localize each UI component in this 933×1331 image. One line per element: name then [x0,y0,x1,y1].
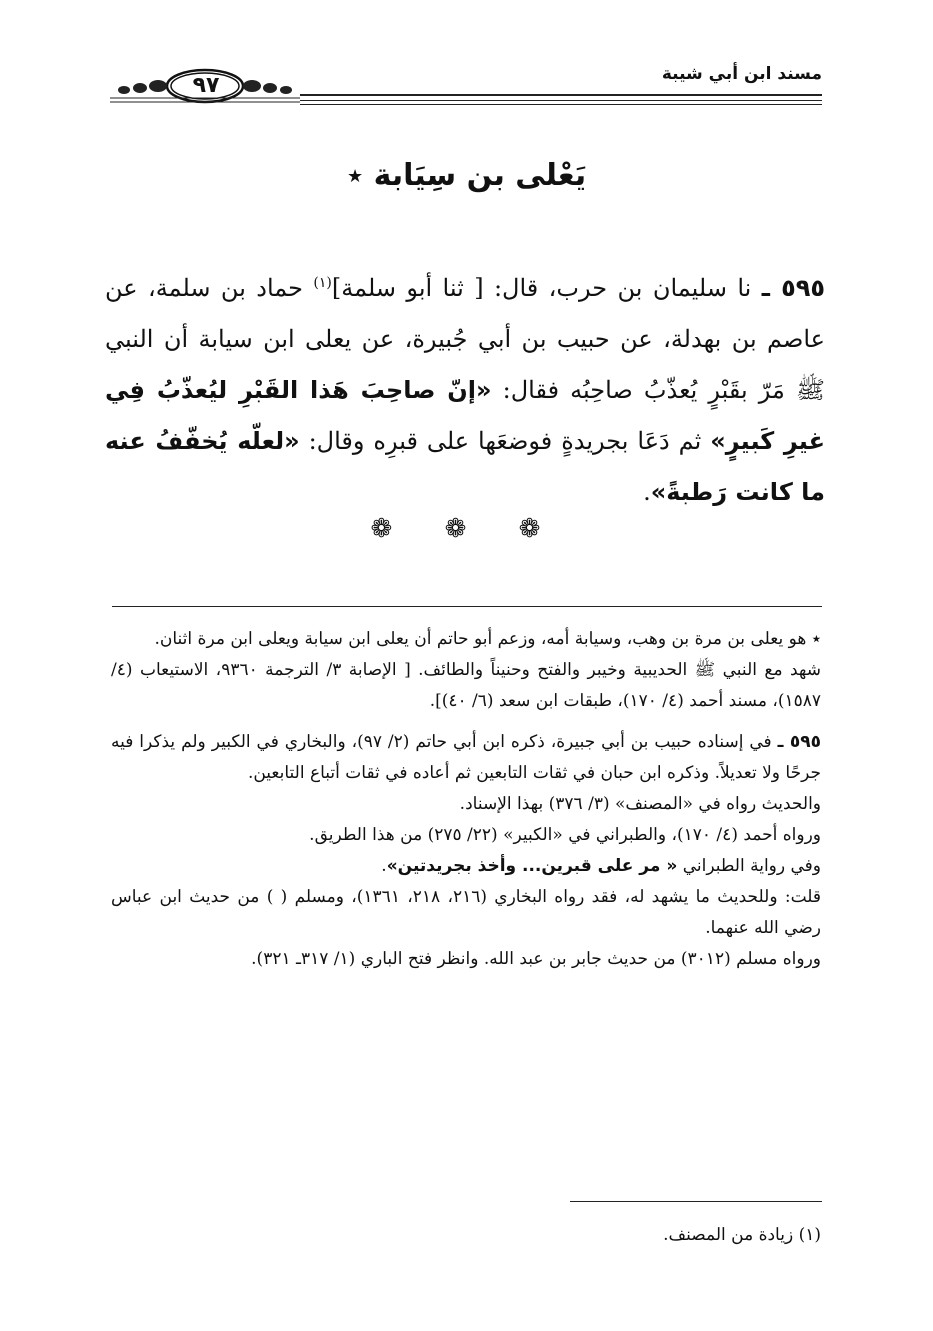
hadith-end: . [643,478,651,506]
note-text: . [381,856,387,876]
header-rule [300,94,822,96]
note-paragraph: شهد مع النبي ﷺ الحديبية وخيبر والفتح وحنيناً والطائف. [ الإصابة ٣/ الترجمة ٩٣٦٠، الاستيعاب (٤/ ١٥٨٧)، مسند أحمد (٤/ ١٧٠)، طبقات ابن سعد (٦/ ٤٠)]. [111,660,821,711]
note-paragraph: ٭ هو يعلى بن مرة بن وهب، وسيابة أمه، وزعم أبو حاتم أن يعلى ابن سيابة ويعلى ابن مرة اثنان. [154,629,821,649]
page-header [110,56,822,116]
hadith-quote: «إنّ صاحِبَ هَذا القَبْرِ ليُعذّبُ فِي غيرِ كَبيرٍ» [105,376,825,455]
footnote: (١) زيادة من المصنف. [663,1225,821,1245]
notes-separator [112,606,822,607]
entry-title: يَعْلى بن سِيَابة ٭ [346,158,587,193]
note-paragraph: قلت: وللحديث ما يشهد له، فقد رواه البخاري (٢١٦، ٢١٨، ١٣٦١)، ومسلم ( ) من حديث ابن عباس رضي الله عنهما. [111,887,822,938]
section-divider-stars: ❁ ❁ ❁ [370,514,563,544]
hadith-isnad-rest: حماد بن سلمة، عن عاصم بن بهدلة، عن حبيب بن أبي جُبيرة، عن يعلى ابن سيابة أن النبي ﷺ مَرّ بقَبْرٍ يُعذّبُ صاحِبُه فقال: [105,274,825,404]
hadith-number: ٥٩٥ ـ [761,274,826,302]
hadith-quote: «لعلّه يُخفّفُ عنه ما كانت رَطبةً» [105,427,825,506]
note-quote: « مر على قبرين... وأخذ بجريدتين» [386,856,678,876]
header-rule [300,100,822,101]
note-paragraph [111,851,821,882]
note-paragraph [111,727,821,789]
footnote-separator [570,1201,822,1202]
header-rule [300,104,822,105]
hadith-narration: ثم دَعَا بجريدةٍ فوضعَها على قبرِه وقال: [299,427,711,455]
hadith-isnad: نا سليمان بن حرب، قال: [ ثنا أبو سلمة] [331,274,752,302]
page-number: ٩٧ [192,73,220,98]
commentary-notes [111,624,821,975]
note-text: في إسناده حبيب بن أبي جبيرة، ذكره ابن أبي حاتم (٢/ ٩٧)، والبخاري في الكبير ولم يذكرا فيه جرحًا ولا تعديلاً. وذكره ابن حبان في ثقات التابعين ثم أعاده في ثقات أتباع التابعين. [111,732,821,783]
note-hadith-number: ٥٩٥ ـ [777,732,821,752]
note-paragraph: ورواه مسلم (٣٠١٢) من حديث جابر بن عبد الله. وانظر فتح الباري (١/ ٣١٧ـ ٣٢١). [251,949,821,969]
note-text: وفي رواية الطبراني [677,856,821,876]
hadith-text [105,258,825,518]
note-paragraph: والحديث رواه في «المصنف» (٣/ ٣٧٦) بهذا الإسناد. [459,794,821,814]
book-title: مسند ابن أبي شيبة [661,64,822,84]
footnote-marker: (١) [313,275,332,291]
note-paragraph: ورواه أحمد (٤/ ١٧٠)، والطبراني في «الكبير» (٢٢/ ٢٧٥) من هذا الطريق. [309,825,821,845]
